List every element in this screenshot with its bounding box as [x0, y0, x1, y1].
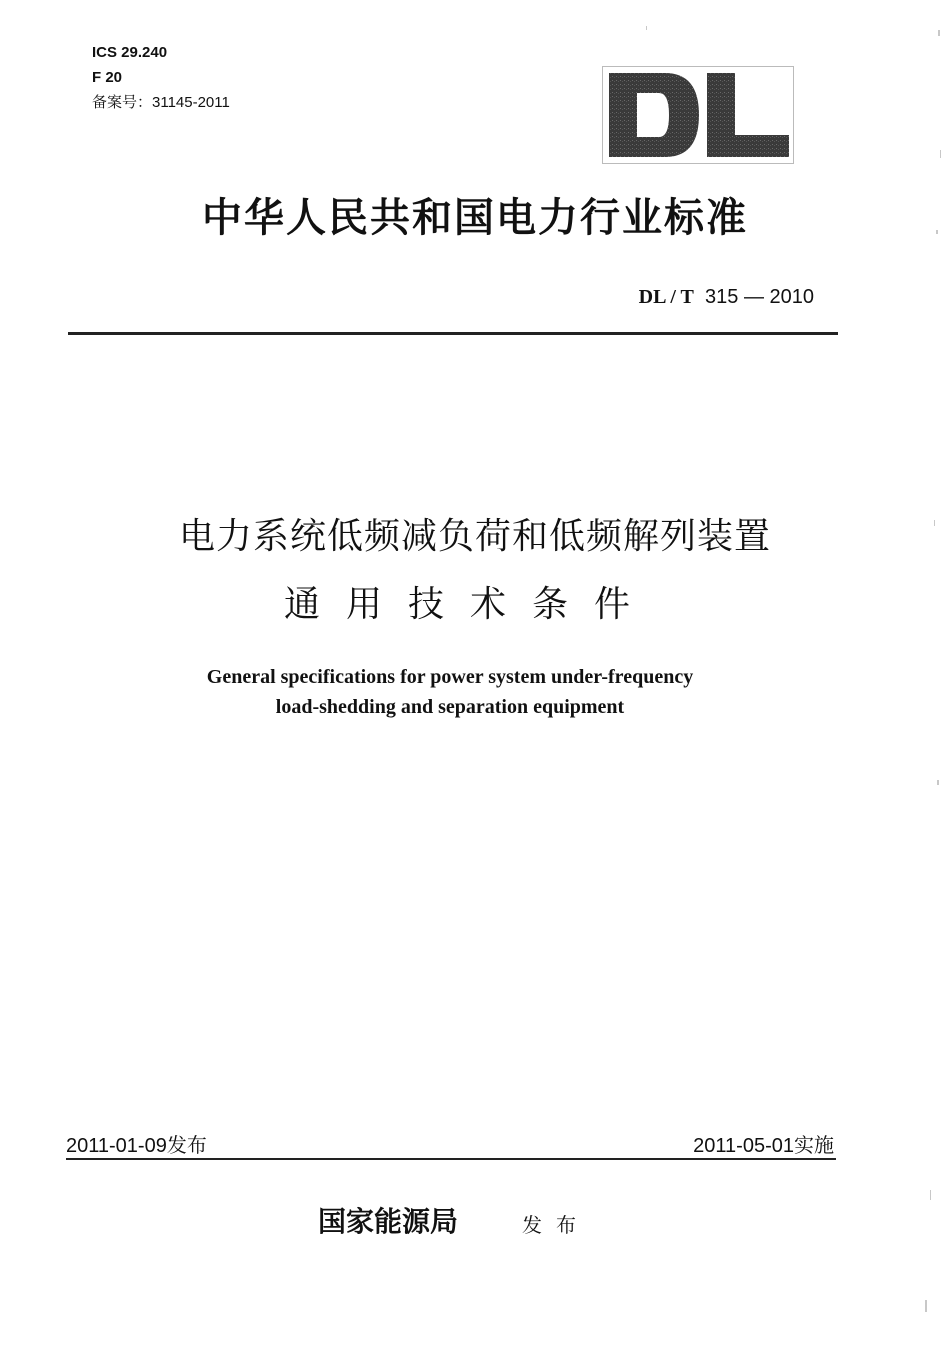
document-title-zh-line1: 电力系统低频减负荷和低频解列装置 [178, 516, 771, 557]
classification-codes [92, 40, 230, 115]
ics-code: ICS 29.240 [92, 44, 168, 61]
standard-code-prefix: DL / T [638, 286, 694, 308]
document-title-en-line2: load-shedding and separation equipment [275, 696, 625, 718]
record-number: 备案号：31145-2011 [92, 94, 230, 111]
document-title-zh-line2: 通用技术条件 [283, 584, 656, 625]
issuing-authority: 国家能源局 [318, 1205, 459, 1238]
effective-date: 2011-05-01实施 [693, 1135, 834, 1157]
document-title-en-line1: General specifications for power system under-frequency [206, 666, 694, 688]
standard-code-number: 315 — 2010 [705, 286, 814, 308]
issue-date: 2011-01-09发布 [66, 1135, 207, 1157]
issue-action: 发布 [522, 1213, 590, 1237]
footer-divider [66, 1158, 836, 1160]
dl-logo [602, 66, 794, 164]
dl-logo-graphic [603, 67, 793, 163]
standard-code [639, 286, 814, 309]
ccs-code: F 20 [92, 69, 123, 86]
industry-standard-title: 中华人民共和国电力行业标准 [202, 195, 748, 241]
document-title-en [0, 662, 900, 722]
header-divider [68, 332, 838, 335]
